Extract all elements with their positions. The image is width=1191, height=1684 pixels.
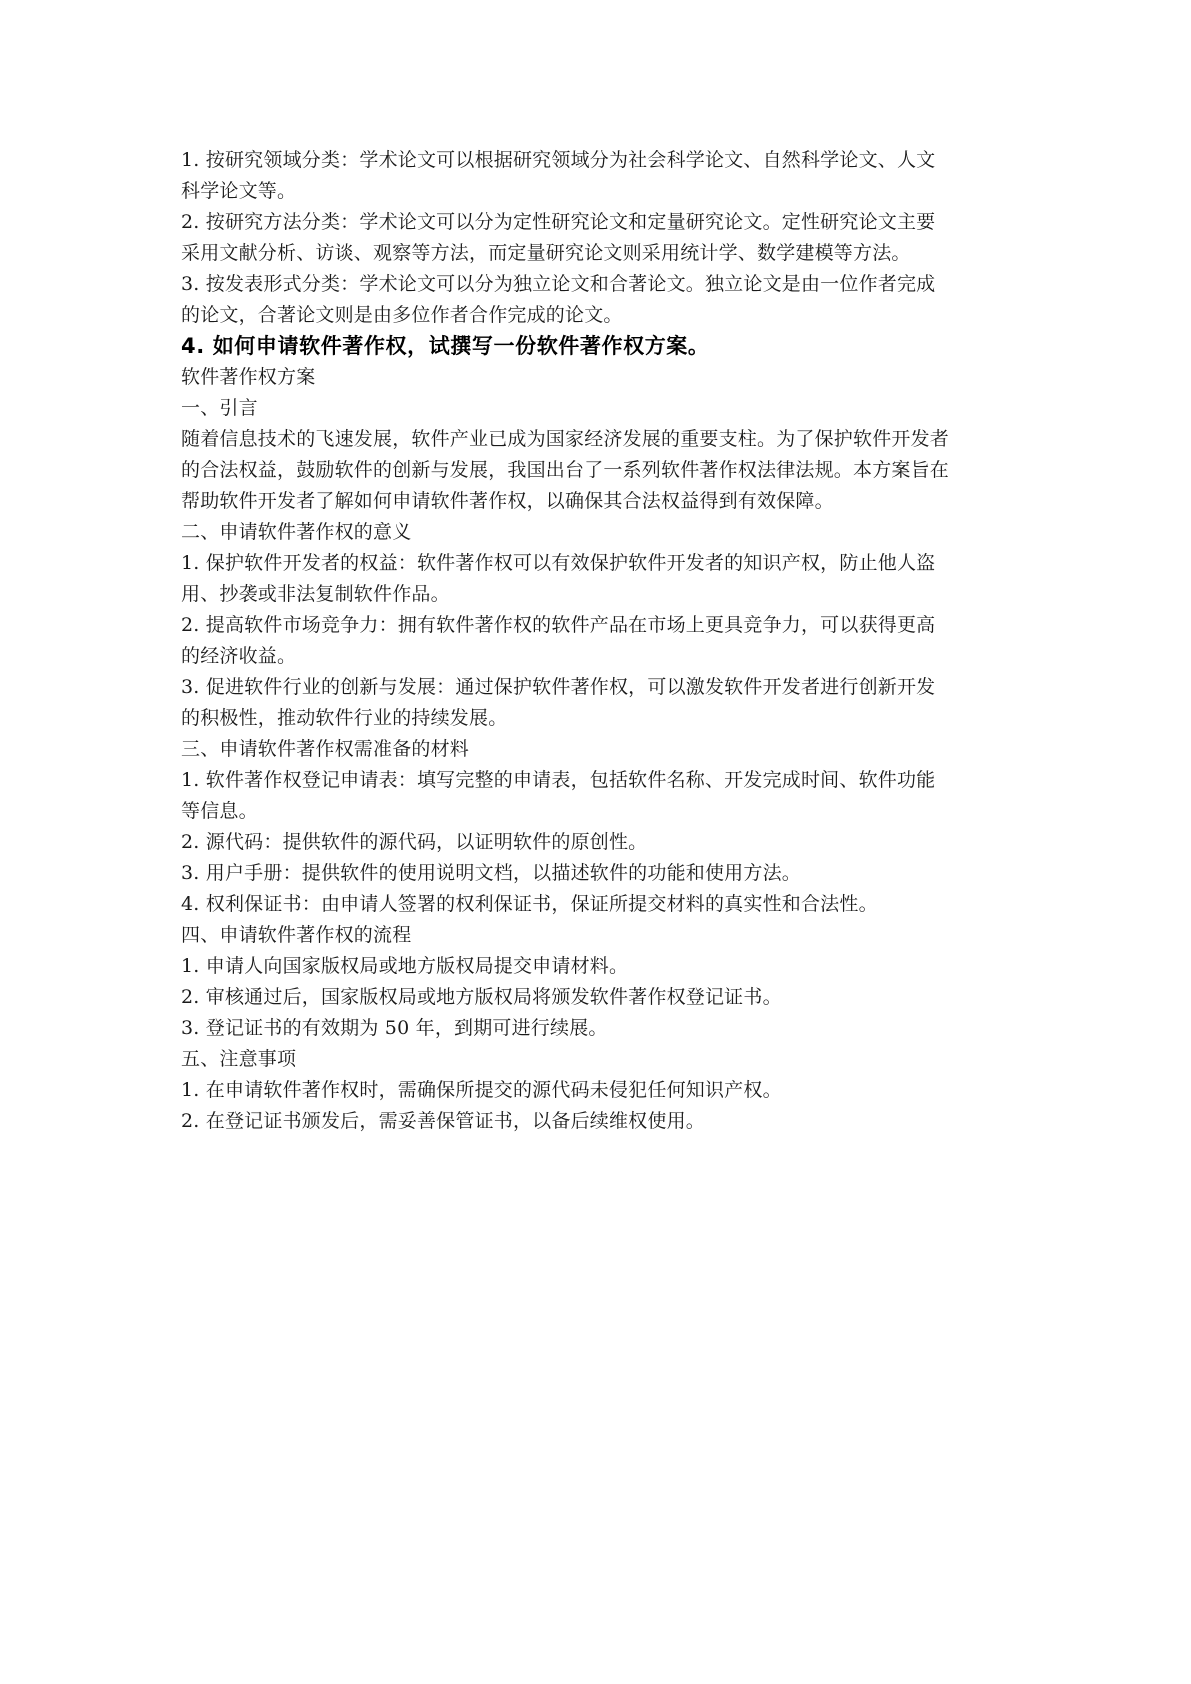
text-line: 1. 申请人向国家版权局或地方版权局提交申请材料。 (181, 955, 629, 977)
text-line: 3. 按发表形式分类：学术论文可以分为独立论文和合著论文。独立论文是由一位作者完成 (181, 273, 936, 295)
text-line: 的经济收益。 (181, 645, 297, 667)
text-line: 用、抄袭或非法复制软件作品。 (181, 583, 450, 605)
text-line: 4. 权利保证书：由申请人签署的权利保证书，保证所提交材料的真实性和合法性。 (181, 893, 878, 915)
text-line: 1. 按研究领域分类：学术论文可以根据研究领域分为社会科学论文、自然科学论文、人文 (181, 149, 936, 171)
text-line: 2. 按研究方法分类：学术论文可以分为定性研究论文和定量研究论文。定性研究论文主要 (181, 211, 936, 233)
text-line: 等信息。 (181, 800, 258, 822)
text-line: 3. 用户手册：提供软件的使用说明文档，以描述软件的功能和使用方法。 (181, 862, 801, 884)
text-line: 随着信息技术的飞速发展，软件产业已成为国家经济发展的重要支柱。为了保护软件开发者 (181, 428, 950, 450)
subheading-intro: 一、引言 (181, 397, 258, 419)
doc-title: 软件著作权方案 (181, 366, 316, 388)
text-line: 1. 在申请软件著作权时，需确保所提交的源代码未侵犯任何知识产权。 (181, 1079, 782, 1101)
section-heading: 4. 如何申请软件著作权，试撰写一份软件著作权方案。 (181, 334, 710, 358)
intro-section (181, 145, 1021, 331)
text-line: 帮助软件开发者了解如何申请软件著作权，以确保其合法权益得到有效保障。 (181, 490, 834, 512)
text-line: 1. 软件著作权登记申请表：填写完整的申请表，包括软件名称、开发完成时间、软件功能 (181, 769, 936, 791)
text-line: 2. 源代码：提供软件的源代码，以证明软件的原创性。 (181, 831, 648, 853)
text-line: 1. 保护软件开发者的权益：软件著作权可以有效保护软件开发者的知识产权，防止他人盗 (181, 552, 936, 574)
text-line: 的论文，合著论文则是由多位作者合作完成的论文。 (181, 304, 623, 326)
subheading-notes: 五、注意事项 (181, 1048, 297, 1070)
text-line: 2. 提高软件市场竞争力：拥有软件著作权的软件产品在市场上更具竞争力，可以获得更高 (181, 614, 936, 636)
text-line: 2. 审核通过后，国家版权局或地方版权局将颁发软件著作权登记证书。 (181, 986, 782, 1008)
text-line: 3. 登记证书的有效期为 50 年，到期可进行续展。 (181, 1017, 608, 1039)
subheading-process: 四、申请软件著作权的流程 (181, 924, 412, 946)
subheading-significance: 二、申请软件著作权的意义 (181, 521, 412, 543)
text-line: 采用文献分析、访谈、观察等方法，而定量研究论文则采用统计学、数学建模等方法。 (181, 242, 911, 264)
text-line: 3. 促进软件行业的创新与发展：通过保护软件著作权，可以激发软件开发者进行创新开发 (181, 676, 936, 698)
document-content (181, 145, 1021, 1137)
subheading-materials: 三、申请软件著作权需准备的材料 (181, 738, 470, 760)
text-line: 的积极性，推动软件行业的持续发展。 (181, 707, 508, 729)
text-line: 2. 在登记证书颁发后，需妥善保管证书，以备后续维权使用。 (181, 1110, 705, 1132)
text-line: 科学论文等。 (181, 180, 297, 202)
body-section (181, 362, 1021, 1137)
text-line: 的合法权益，鼓励软件的创新与发展，我国出台了一系列软件著作权法律法规。本方案旨在 (181, 459, 950, 481)
